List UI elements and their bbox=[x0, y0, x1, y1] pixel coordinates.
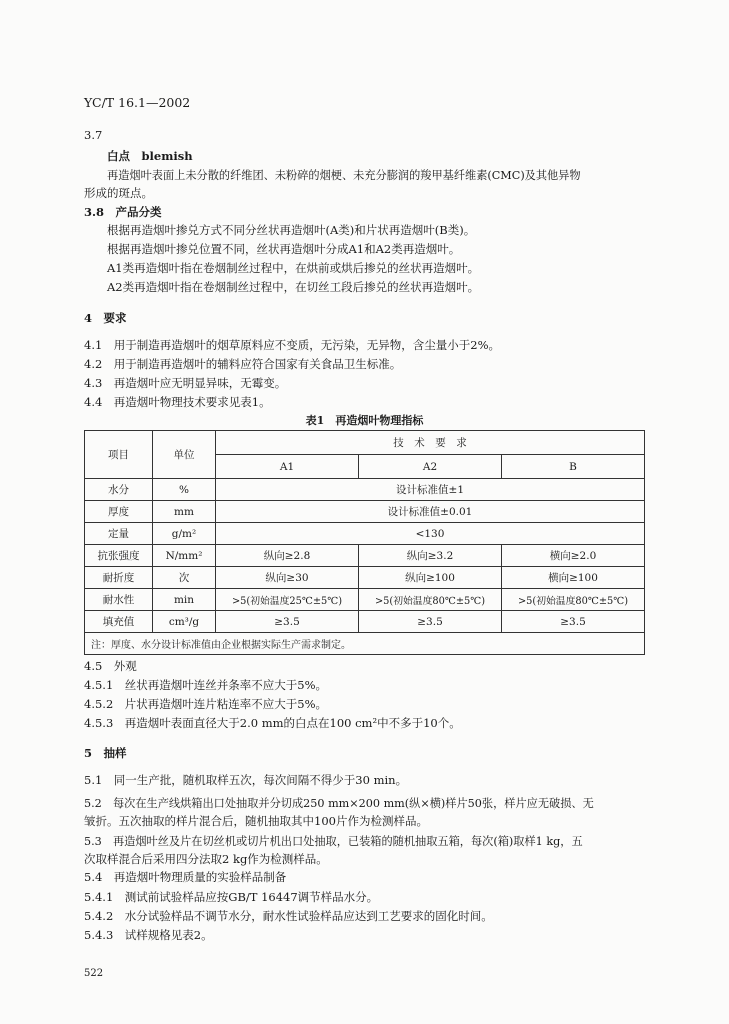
cell-unit: g/m² bbox=[153, 523, 216, 545]
cell-a1: ≥3.5 bbox=[216, 611, 359, 633]
table-header-row bbox=[85, 431, 645, 455]
definition-line-1: 再造烟叶表面上未分散的纤维团、未粉碎的烟梗、未充分膨润的羧甲基纤维素(CMC)及其他异物 bbox=[107, 169, 581, 182]
cell-item: 水分 bbox=[85, 479, 153, 501]
clause-5-3-line-1: 5.3 再造烟叶丝及片在切丝机或切片机出口处抽取，已装箱的随机抽取五箱，每次(箱)取样1 kg，五 bbox=[84, 835, 583, 848]
cell-a2: 纵向≥100 bbox=[359, 567, 502, 589]
document-code: YC/T 16.1—2002 bbox=[84, 95, 191, 110]
cell-a1: 纵向≥30 bbox=[216, 567, 359, 589]
section-4-title: 4 要求 bbox=[84, 311, 127, 325]
table-note: 注：厚度、水分设计标准值由企业根据实际生产需求制定。 bbox=[85, 633, 645, 655]
cell-unit: mm bbox=[153, 501, 216, 523]
clause-5-4: 5.4 再造烟叶物理质量的实验样品制备 bbox=[84, 870, 287, 884]
clause-4-5-2: 4.5.2 片状再造烟叶连片粘连率不应大于5%。 bbox=[84, 697, 328, 711]
cell-item: 定量 bbox=[85, 523, 153, 545]
cell-unit: min bbox=[153, 589, 216, 611]
term-blemish: 白点 blemish bbox=[107, 149, 193, 163]
table-row-filling-value bbox=[85, 611, 645, 633]
header-unit: 单位 bbox=[153, 431, 216, 479]
clause-4-5-1: 4.5.1 丝状再造烟叶连丝并条率不应大于5%。 bbox=[84, 678, 328, 692]
cell-merged-value: 设计标准值±1 bbox=[216, 479, 645, 501]
header-a1: A1 bbox=[216, 455, 359, 479]
cell-a2: >5(初始温度80℃±5℃) bbox=[359, 589, 502, 611]
physical-index-table bbox=[84, 430, 645, 655]
section-3-8-para-2: 根据再造烟叶掺兑位置不同，丝状再造烟叶分成A1和A2类再造烟叶。 bbox=[107, 242, 461, 256]
clause-4-3: 4.3 再造烟叶应无明显异味，无霉变。 bbox=[84, 376, 287, 390]
cell-merged-value: 设计标准值±0.01 bbox=[216, 501, 645, 523]
cell-a2: 纵向≥3.2 bbox=[359, 545, 502, 567]
definition-line-2: 形成的斑点。 bbox=[84, 186, 153, 200]
cell-a2: ≥3.5 bbox=[359, 611, 502, 633]
cell-merged-value: <130 bbox=[216, 523, 645, 545]
table-caption: 表1 再造烟叶物理指标 bbox=[305, 414, 424, 427]
section-4-5-title: 4.5 外观 bbox=[84, 659, 137, 673]
table-row-tensile-strength bbox=[85, 545, 645, 567]
cell-a1: >5(初始温度25℃±5℃) bbox=[216, 589, 359, 611]
table-row-folding-endurance bbox=[85, 567, 645, 589]
clause-4-2: 4.2 用于制造再造烟叶的辅料应符合国家有关食品卫生标准。 bbox=[84, 357, 402, 371]
clause-5-4-1: 5.4.1 测试前试验样品应按GB/T 16447调节样品水分。 bbox=[84, 890, 379, 904]
clause-5-3-line-2: 次取样混合后采用四分法取2 kg作为检测样品。 bbox=[84, 852, 328, 866]
cell-unit: % bbox=[153, 479, 216, 501]
cell-item: 耐折度 bbox=[85, 567, 153, 589]
clause-5-1: 5.1 同一生产批，随机取样五次，每次间隔不得少于30 min。 bbox=[84, 773, 408, 787]
cell-item: 厚度 bbox=[85, 501, 153, 523]
cell-unit: N/mm² bbox=[153, 545, 216, 567]
section-3-8-para-3: A1类再造烟叶指在卷烟制丝过程中，在烘前或烘后掺兑的丝状再造烟叶。 bbox=[107, 261, 480, 275]
table-row-water-resistance bbox=[85, 589, 645, 611]
section-3-8-title: 3.8 产品分类 bbox=[84, 205, 162, 219]
page-number: 522 bbox=[84, 968, 104, 979]
cell-b: 横向≥100 bbox=[502, 567, 645, 589]
clause-5-4-3: 5.4.3 试样规格见表2。 bbox=[84, 928, 213, 942]
cell-b: ≥3.5 bbox=[502, 611, 645, 633]
cell-item: 填充值 bbox=[85, 611, 153, 633]
section-3-7-number: 3.7 bbox=[84, 128, 103, 142]
clause-4-1: 4.1 用于制造再造烟叶的烟草原料应不变质，无污染，无异物，含尘量小于2%。 bbox=[84, 338, 501, 352]
section-5-title: 5 抽样 bbox=[84, 746, 127, 760]
clause-5-4-2: 5.4.2 水分试验样品不调节水分，耐水性试验样品应达到工艺要求的固化时间。 bbox=[84, 909, 493, 923]
table-row-thickness bbox=[85, 501, 645, 523]
clause-4-5-3: 4.5.3 再造烟叶表面直径大于2.0 mm的白点在100 cm²中不多于10个。 bbox=[84, 716, 461, 730]
header-a2: A2 bbox=[359, 455, 502, 479]
cell-a1: 纵向≥2.8 bbox=[216, 545, 359, 567]
section-3-8-para-4: A2类再造烟叶指在卷烟制丝过程中，在切丝工段后掺兑的丝状再造烟叶。 bbox=[107, 280, 480, 294]
cell-item: 抗张强度 bbox=[85, 545, 153, 567]
header-item: 项目 bbox=[85, 431, 153, 479]
clause-5-2-line-1: 5.2 每次在生产线烘箱出口处抽取并分切成250 mm×200 mm(纵×横)样片50张，样片应无破损、无 bbox=[84, 797, 594, 810]
clause-4-4: 4.4 再造烟叶物理技术要求见表1。 bbox=[84, 395, 271, 409]
cell-item: 耐水性 bbox=[85, 589, 153, 611]
section-3-8-para-1: 根据再造烟叶掺兑方式不同分丝状再造烟叶(A类)和片状再造烟叶(B类)。 bbox=[107, 223, 476, 237]
cell-b: >5(初始温度80℃±5℃) bbox=[502, 589, 645, 611]
table-note-row bbox=[85, 633, 645, 655]
header-b: B bbox=[502, 455, 645, 479]
cell-unit: cm³/g bbox=[153, 611, 216, 633]
table-row-moisture bbox=[85, 479, 645, 501]
cell-b: 横向≥2.0 bbox=[502, 545, 645, 567]
table-row-basis-weight bbox=[85, 523, 645, 545]
header-tech-requirements: 技 术 要 求 bbox=[216, 431, 645, 455]
clause-5-2-line-2: 皱折。五次抽取的样片混合后，随机抽取其中100片作为检测样品。 bbox=[84, 814, 428, 828]
cell-unit: 次 bbox=[153, 567, 216, 589]
